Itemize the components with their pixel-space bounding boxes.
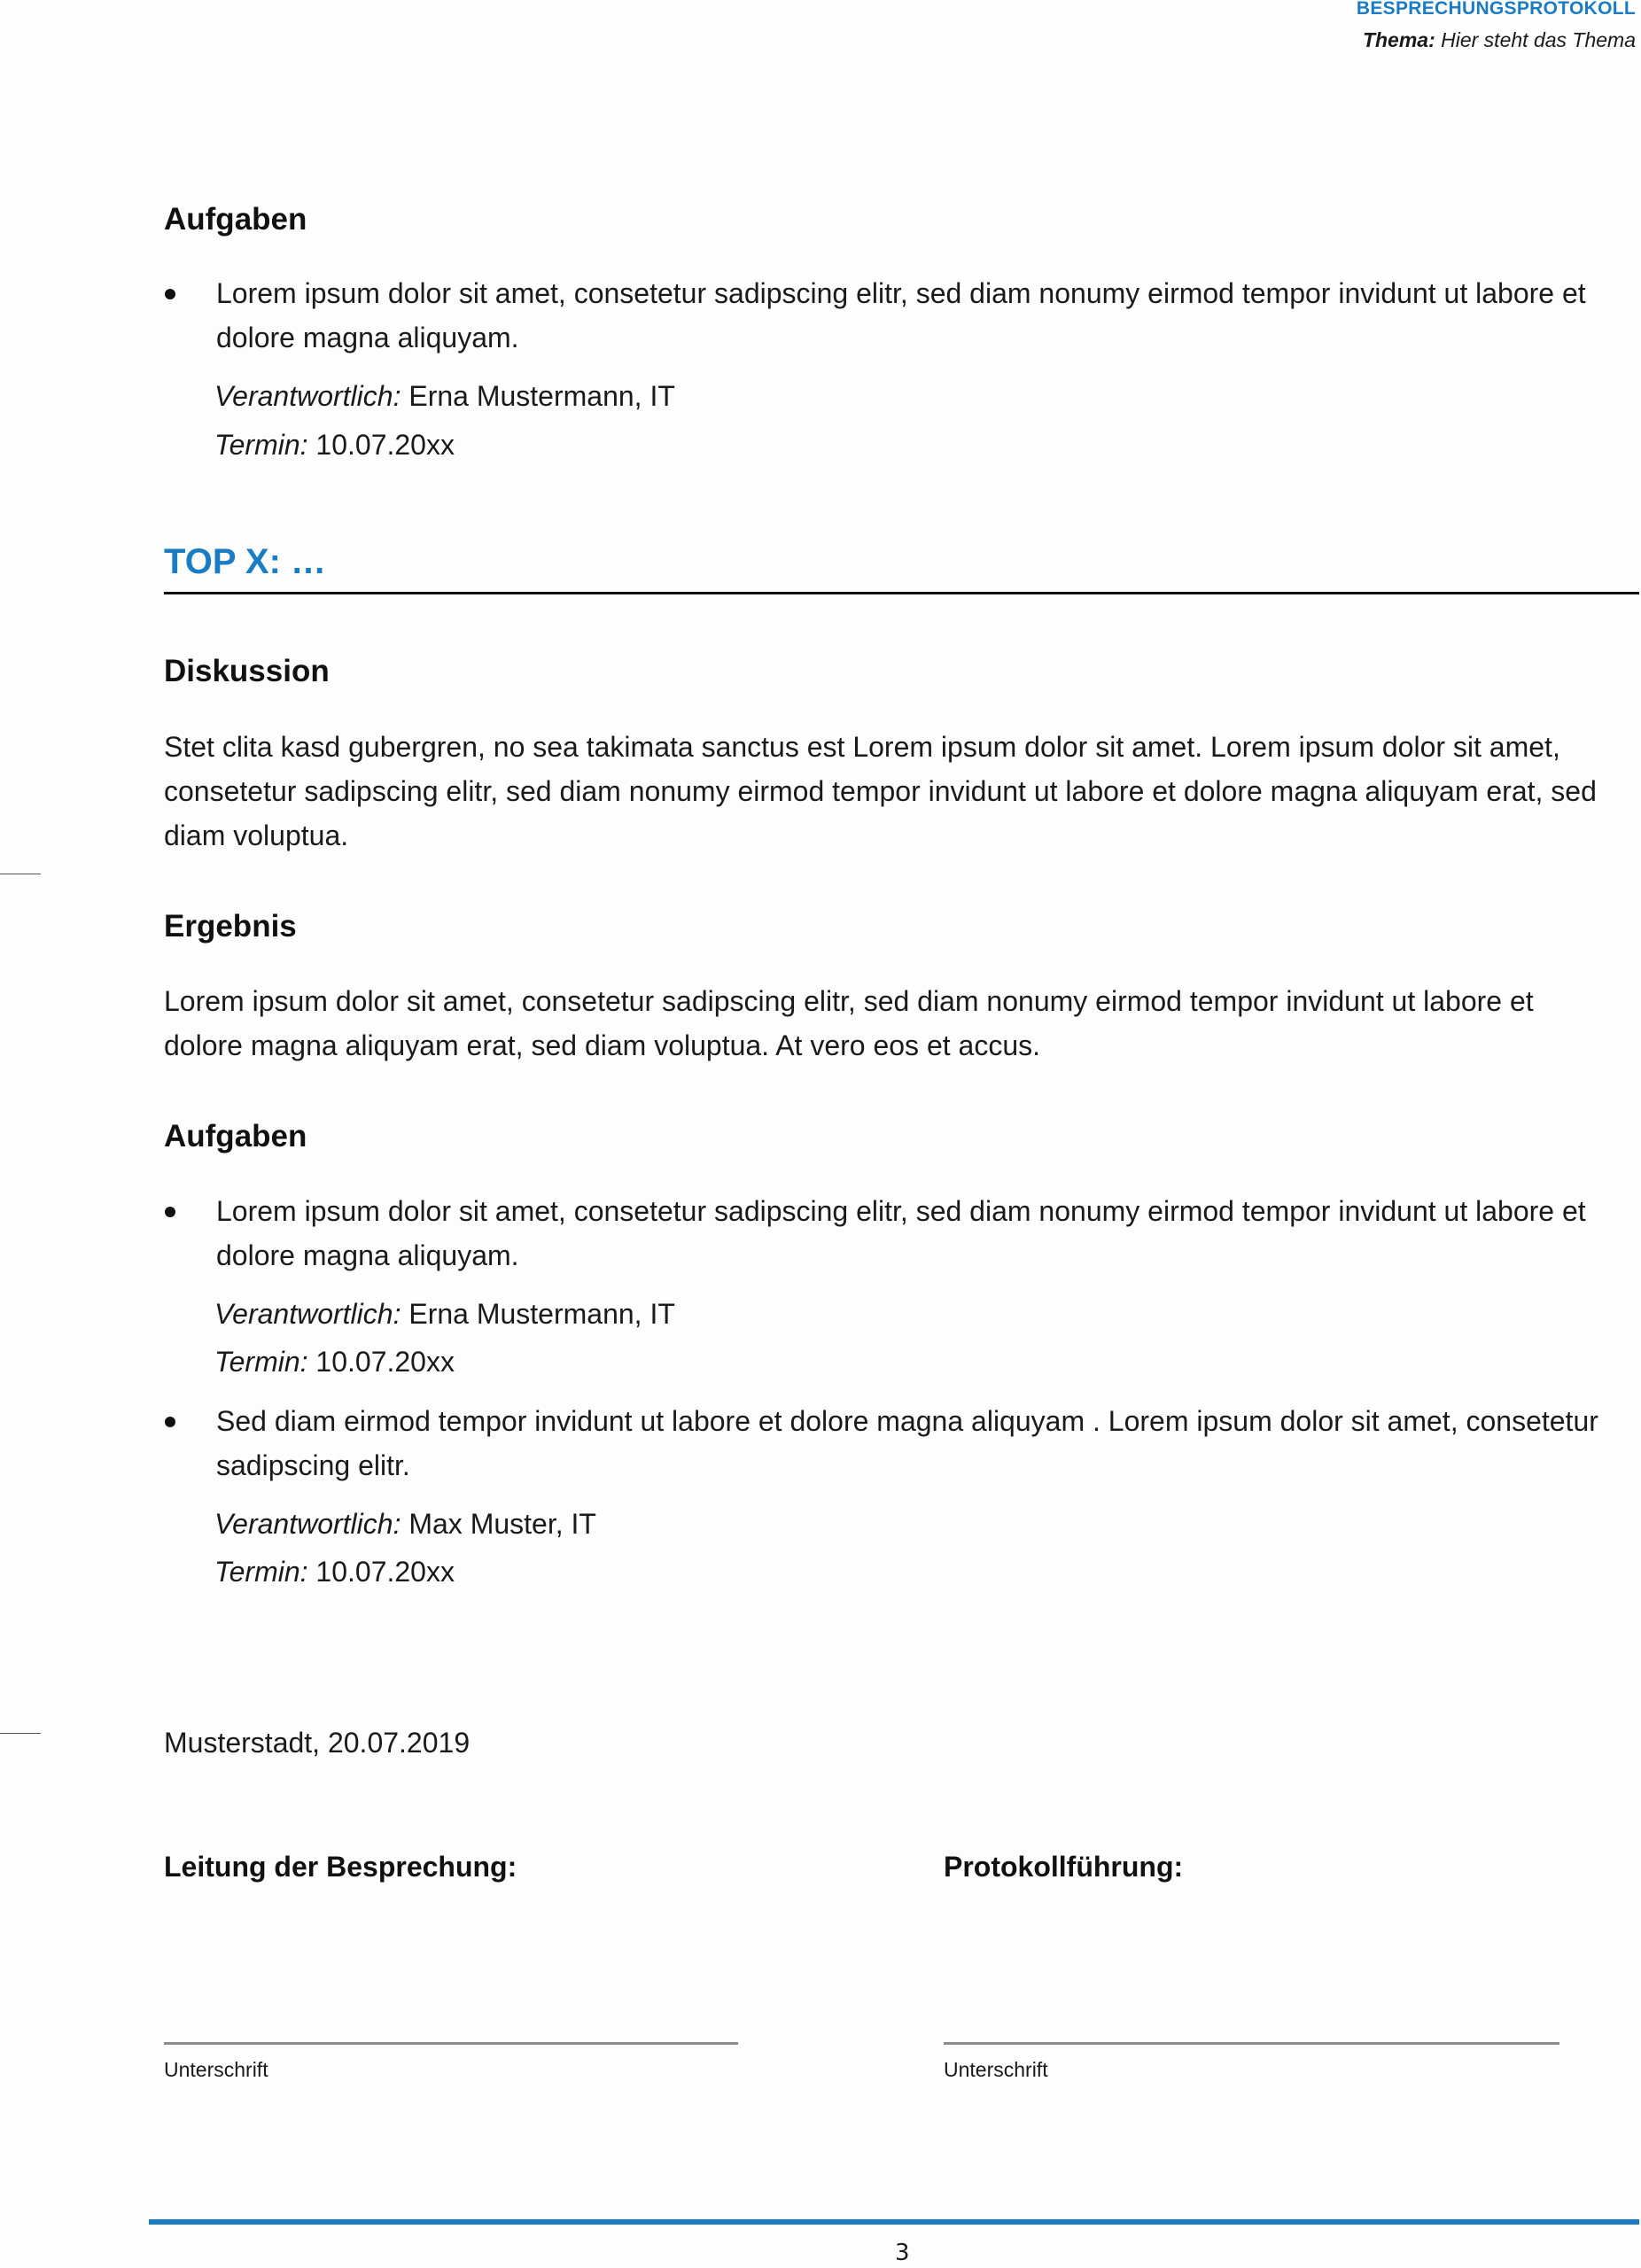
page-number: 3 (895, 2240, 910, 2266)
minutes-signature-line (944, 2042, 1559, 2045)
task-1-text: Lorem ipsum dolor sit amet, consetetur sadipscing elitr, sed diam nonumy eirmod tempor invidunt ut labore et dolore magna aliquyam. (216, 1195, 1586, 1271)
deadline-value: 10.07.20xx (315, 1556, 455, 1588)
tasks-heading: Aufgaben (164, 1119, 307, 1153)
responsible-value: Max Muster, IT (408, 1508, 596, 1540)
responsible-label: Verantwortlich: (214, 1508, 401, 1540)
header-topic-value: Hier steht das Thema (1441, 28, 1636, 51)
discussion-text: Stet clita kasd gubergren, no sea takimata sanctus est Lorem ipsum dolor sit amet. Lorem ipsum dolor sit amet, consetetur sadipscing elitr, sed diam nonumy eirmod tempor invidunt ut labore et dolore magna aliquyam erat, sed diam voluptua. (164, 731, 1597, 851)
header-topic (1363, 28, 1636, 52)
top-section-divider (164, 592, 1639, 594)
bullet-icon (165, 1417, 175, 1427)
task-2-responsible (214, 1506, 596, 1542)
header-topic-label: Thema: (1362, 28, 1435, 51)
minutes-label: Protokollführung: (944, 1851, 1184, 1883)
task-2-text: Sed diam eirmod tempor invidunt ut labore et dolore magna aliquyam . Lorem ipsum dolor sit amet, consetetur sadipscing elitr. (216, 1405, 1598, 1481)
bullet-icon (165, 1207, 175, 1217)
deadline-value: 10.07.20xx (315, 429, 455, 461)
chair-signature-caption: Unterschrift (164, 2058, 268, 2081)
prev-task-1-deadline (214, 427, 455, 462)
chair-signature-line (164, 2042, 738, 2045)
header-doc-type: BESPRECHUNGSPROTOKOLL (1356, 0, 1636, 19)
deadline-label: Termin: (214, 1556, 308, 1588)
place-date: Musterstadt, 20.07.2019 (164, 1727, 471, 1759)
footer-rule (149, 2219, 1639, 2225)
bullet-icon (165, 289, 175, 299)
deadline-label: Termin: (214, 429, 308, 461)
task-1-responsible (214, 1296, 675, 1332)
deadline-label: Termin: (214, 1346, 308, 1378)
fold-mark-bottom (0, 1733, 41, 1734)
result-text: Lorem ipsum dolor sit amet, consetetur sadipscing elitr, sed diam nonumy eirmod tempor invidunt ut labore et dolore magna aliquyam erat, sed diam voluptua. At vero eos et accus. (164, 985, 1534, 1061)
task-2-deadline (214, 1554, 455, 1589)
chair-label: Leitung der Besprechung: (164, 1851, 517, 1883)
prev-task-1-responsible (214, 378, 675, 414)
discussion-heading: Diskussion (164, 654, 330, 688)
result-heading: Ergebnis (164, 909, 297, 944)
responsible-label: Verantwortlich: (214, 380, 401, 412)
deadline-value: 10.07.20xx (315, 1346, 455, 1378)
top-section-title: TOP X: … (164, 542, 327, 581)
responsible-label: Verantwortlich: (214, 1298, 401, 1330)
responsible-value: Erna Mustermann, IT (408, 380, 675, 412)
minutes-signature-caption: Unterschrift (944, 2058, 1048, 2081)
responsible-value: Erna Mustermann, IT (408, 1298, 675, 1330)
prev-task-1-text: Lorem ipsum dolor sit amet, consetetur sadipscing elitr, sed diam nonumy eirmod tempor invidunt ut labore et dolore magna aliquyam. (216, 277, 1586, 353)
prev-tasks-heading: Aufgaben (164, 202, 307, 237)
task-1-deadline (214, 1344, 455, 1379)
